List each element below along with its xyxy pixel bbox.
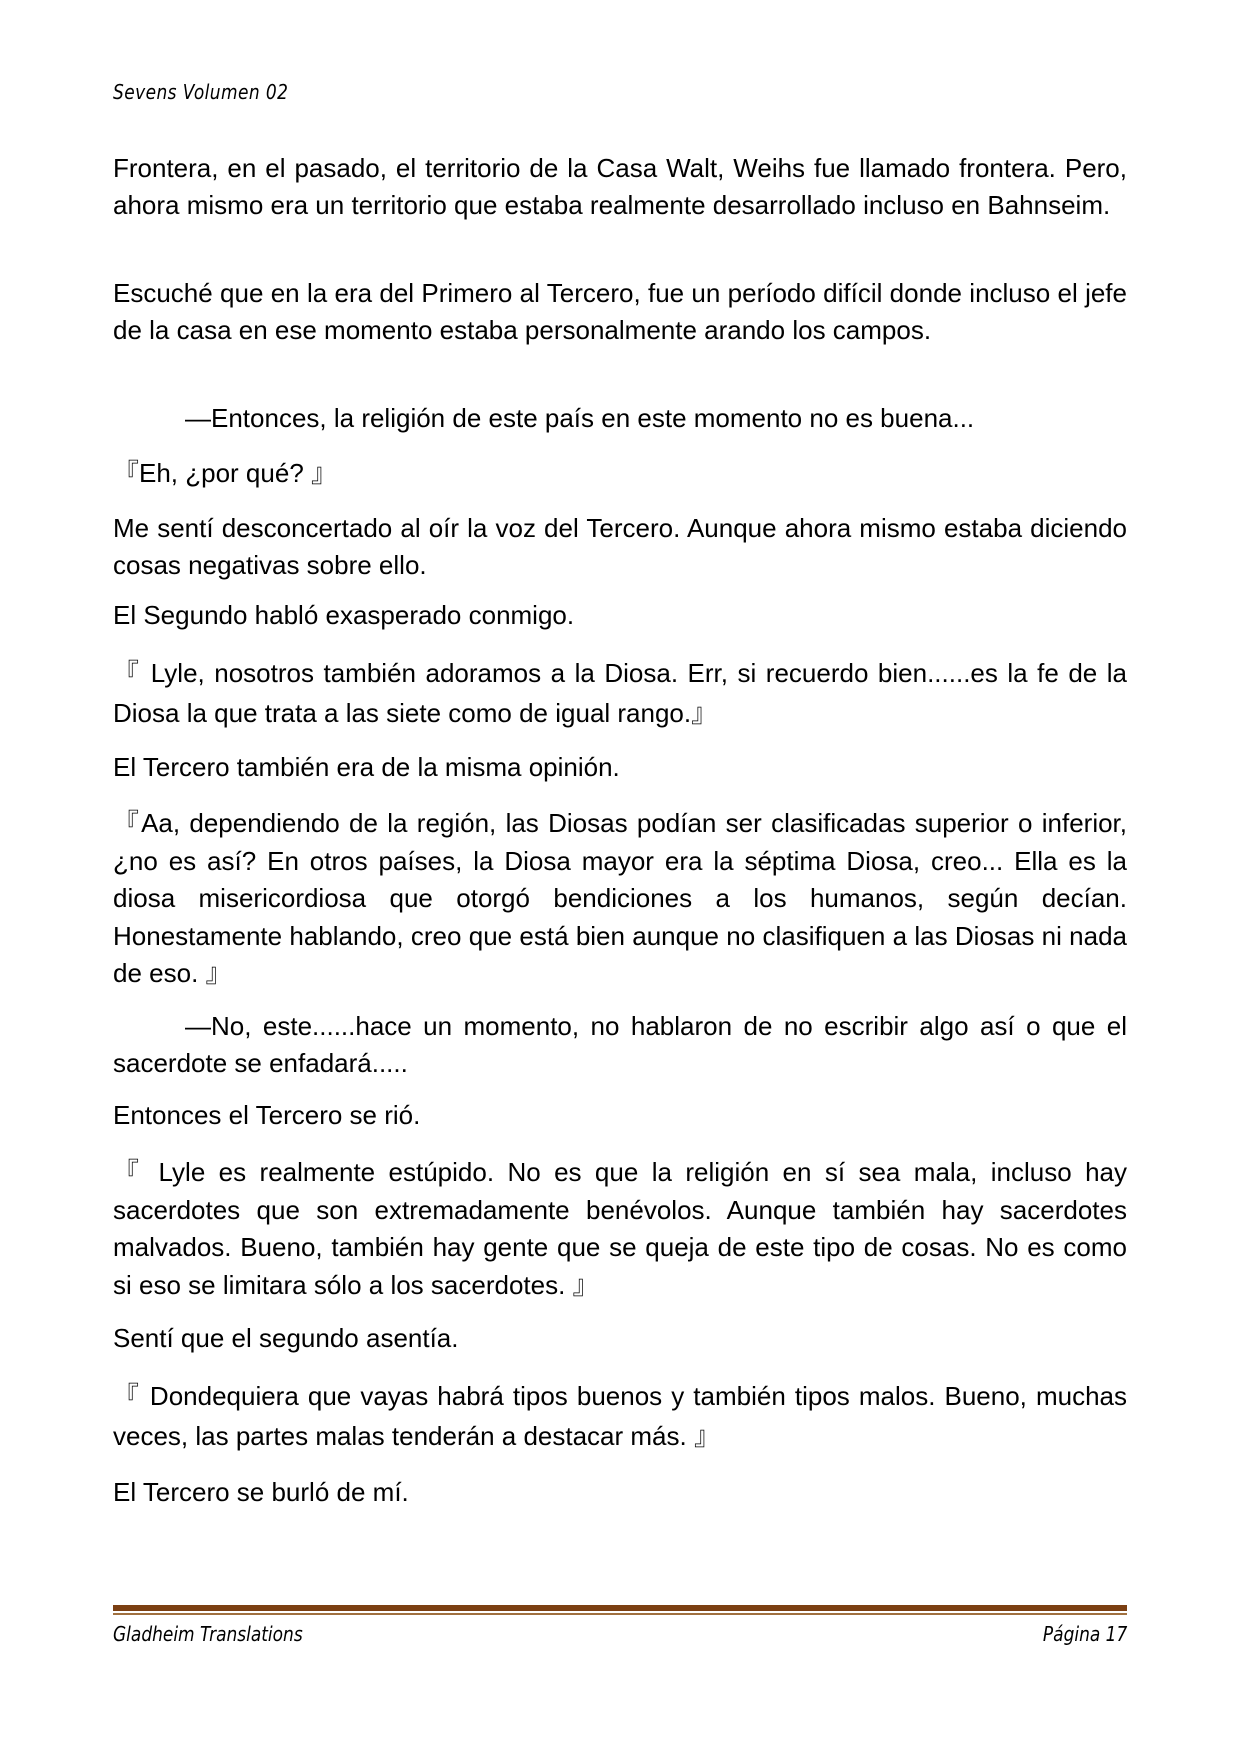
paragraph: 『 Dondequiera que vayas habrá tipos buenos y también tipos malos. Bueno, muchas veces, las partes malas tenderán a destacar más. 』	[113, 1381, 1127, 1451]
footer-rule	[113, 1605, 1127, 1615]
paragraph: 『 Lyle, nosotros también adoramos a la Diosa. Err, si recuerdo bien......es la fe de la Diosa la que trata a las siete como de igual rango.』	[113, 658, 1127, 728]
paragraph: 『Aa, dependiendo de la región, las Diosas podían ser clasificadas superior o inferior, ¿no es así? En otros países, la Diosa mayor era la séptima Diosa, creo... Ella es la diosa misericordiosa que otorgó bendiciones a los humanos, según decían. Honestamente hablando, creo que está bien aunque no clasifiquen a las Diosas ni nada de eso. 』	[113, 808, 1127, 988]
paragraph: 『Eh, ¿por qué? 』	[113, 458, 337, 488]
page-number: Página 17	[1042, 1622, 1127, 1646]
running-header: Sevens Volumen 02	[113, 80, 289, 104]
paragraph: 『 Lyle es realmente estúpido. No es que la religión en sí sea mala, incluso hay sacerdotes que son extremadamente benévolos. Aunque también hay sacerdotes malvados. Bueno, también hay gente que se queja de este tipo de cosas. No es como si eso se limitara sólo a los sacerdotes. 』	[113, 1157, 1127, 1300]
paragraph: —Entonces, la religión de este país en este momento no es buena...	[185, 403, 975, 433]
paragraph: El Tercero también era de la misma opinión.	[113, 752, 620, 782]
paragraph: Entonces el Tercero se rió.	[113, 1100, 421, 1130]
footer-publisher: Gladheim Translations	[113, 1622, 303, 1646]
paragraph: Me sentí desconcertado al oír la voz del Tercero. Aunque ahora mismo estaba diciendo cosas negativas sobre ello.	[113, 513, 1127, 580]
paragraph: El Tercero se burló de mí.	[113, 1477, 409, 1507]
paragraph: El Segundo habló exasperado conmigo.	[113, 600, 575, 630]
paragraph: Frontera, en el pasado, el territorio de la Casa Walt, Weihs fue llamado frontera. Pero, ahora mismo era un territorio que estaba realmente desarrollado incluso en Bahnseim.	[113, 153, 1127, 220]
paragraph: Sentí que el segundo asentía.	[113, 1323, 459, 1353]
paragraph: —No, este......hace un momento, no hablaron de no escribir algo así o que el sacerdote se enfadará.....	[113, 1011, 1127, 1078]
paragraph: Escuché que en la era del Primero al Tercero, fue un período difícil donde incluso el jefe de la casa en ese momento estaba personalmente arando los campos.	[113, 278, 1127, 345]
